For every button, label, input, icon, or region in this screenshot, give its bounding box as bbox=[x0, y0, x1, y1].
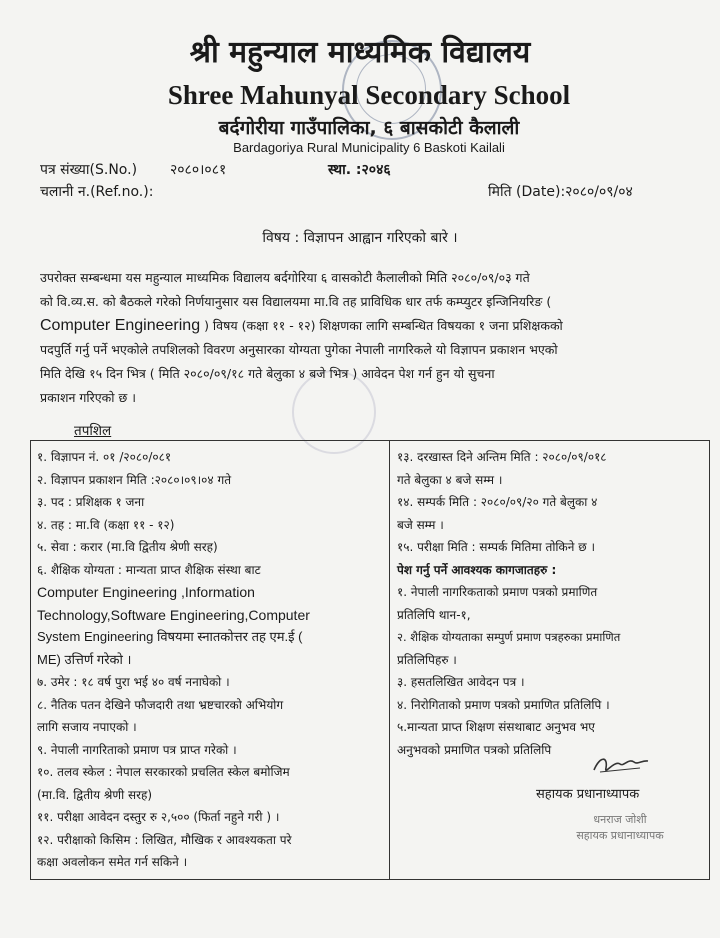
detail-line: प्रतिलिपिहरु । bbox=[397, 652, 457, 667]
detail-line: ९. नेपाली नागरिताको प्रमाण पत्र प्राप्त गरेको । bbox=[37, 742, 237, 757]
stamp-name: धनराज जोशी bbox=[593, 813, 647, 826]
detail-line: ३. हसतलिखित आवेदन पत्र । bbox=[397, 675, 525, 689]
details-heading: तपशिल bbox=[74, 423, 112, 439]
detail-line: Technology,Software Engineering,Computer bbox=[37, 606, 310, 623]
detail-line: ३. पद : प्रशिक्षक १ जना bbox=[37, 495, 145, 509]
detail-line: १३. दरखास्त दिने अन्तिम मिति : २०८०/०९/०१८ bbox=[397, 450, 607, 464]
body-line: मिति देखि १५ दिन भित्र ( मिति २०८०/०९/१८ गते बेलुका ४ बजे भित्र ) आवेदन पेश गर्न हुन यो सुचना bbox=[40, 366, 495, 381]
body-line: उपरोक्त सम्बन्धमा यस महुन्याल माध्यमिक विद्यालय बर्दगोरिया ६ वासकोटी कैलालीको मिति २०८०/०९/०३ गते bbox=[40, 270, 530, 285]
serial-number-label: पत्र संख्या(S.No.) bbox=[40, 162, 138, 178]
detail-line: System Engineering विषयमा स्नातकोत्तर तह एम.ई ( bbox=[37, 629, 303, 644]
signature-icon bbox=[590, 752, 650, 778]
body-line bbox=[40, 314, 690, 338]
detail-line: (मा.वि. द्वितीय श्रेणी सरह) bbox=[37, 787, 153, 802]
detail-line: १०. तलव स्केल : नेपाल सरकारको प्रचलित स्केल बमोजिम bbox=[37, 765, 290, 779]
detail-line: १. नेपाली नागरिकताको प्रमाण पत्रको प्रमाणित bbox=[397, 585, 598, 599]
established-year: स्था. :२०४६ bbox=[328, 162, 391, 178]
detail-line: ४. निरोगिताको प्रमाण पत्रको प्रमाणित प्रतिलिपि । bbox=[397, 697, 610, 712]
detail-line: ४. तह : मा.वि (कक्षा ११ - १२) bbox=[37, 517, 175, 532]
date-label: मिति (Date):२०८०/०९/०४ bbox=[488, 184, 633, 200]
stamp-title: सहायक प्रधानाध्यापक bbox=[576, 829, 664, 842]
body-english-term: Computer Engineering bbox=[40, 317, 201, 334]
reference-number-label: चलानी न.(Ref.no.): bbox=[40, 184, 154, 200]
detail-line: कक्षा अवलोकन समेत गर्न सकिने । bbox=[37, 855, 188, 869]
address-english: Bardagoriya Rural Municipality 6 Baskoti Kailali bbox=[233, 140, 505, 155]
serial-number-value: २०८०।०८१ bbox=[170, 162, 227, 178]
body-line: पदपुर्ति गर्नु पर्ने भएकोले तपशिलको विवरण अनुसारका योग्यता पुगेका नेपाली नागरिकले यो विज्ञापन प्रकाशन भएको bbox=[40, 342, 558, 357]
documents-heading: पेश गर्नु पर्ने आवश्यक कागजातहरु : bbox=[397, 562, 557, 577]
detail-line: २. शैक्षिक योग्यताका सम्पुर्ण प्रमाण पत्रहरुका प्रमाणित bbox=[397, 630, 621, 644]
body-line: प्रकाशन गरिएको छ । bbox=[40, 390, 136, 405]
detail-line: ७. उमेर : १८ वर्ष पुरा भई ४० वर्ष ननाघेको । bbox=[37, 675, 230, 689]
detail-line: लागि सजाय नपाएको । bbox=[37, 720, 137, 734]
signatory-stamp bbox=[560, 812, 680, 844]
detail-line: Computer Engineering ,Information bbox=[37, 584, 255, 600]
address-nepali: बर्दगोरीया गाउँपालिका, ६ बासकोटी कैलाली bbox=[218, 117, 520, 139]
detail-line: ८. नैतिक पतन देखिने फौजदारी तथा भ्रष्टचारको अभियोग bbox=[37, 697, 284, 712]
detail-line: १४. सम्पर्क मिति : २०८०/०९/२० गते बेलुका ४ bbox=[397, 495, 598, 509]
notice-body bbox=[40, 266, 690, 410]
detail-line: गते बेलुका ४ बजे सम्म । bbox=[397, 472, 503, 487]
detail-line: १. विज्ञापन नं. ०१ /२०८०/०८१ bbox=[37, 450, 172, 464]
subject-line: विषय : विज्ञापन आह्वान गरिएको बारे । bbox=[262, 230, 458, 246]
signatory-title: सहायक प्रधानाध्यापक bbox=[536, 787, 640, 802]
body-line-rest: ) विषय (कक्षा ११ - १२) शिक्षणका लागि सम्बन्धित विषयका १ जना प्रशिक्षकको bbox=[204, 318, 563, 333]
school-name-nepali: श्री महुन्याल माध्यमिक विद्यालय bbox=[189, 35, 531, 70]
detail-line: १५. परीक्षा मिति : सम्पर्क मितिमा तोकिने छ । bbox=[397, 540, 596, 554]
detail-line: ME) उत्तिर्ण गरेको । bbox=[37, 651, 132, 667]
detail-line: २. विज्ञापन प्रकाशन मिति :२०८०।०९।०४ गते bbox=[37, 472, 232, 487]
school-name-english: Shree Mahunyal Secondary School bbox=[167, 80, 571, 110]
details-left-column bbox=[37, 446, 385, 874]
detail-line: ५. सेवा : करार (मा.वि द्वितीय श्रेणी सरह) bbox=[37, 540, 218, 554]
detail-line: ५.मान्यता प्राप्त शिक्षण संसथाबाट अनुभव भए bbox=[397, 720, 595, 734]
detail-line: बजे सम्म । bbox=[397, 517, 444, 532]
column-divider bbox=[389, 441, 390, 880]
detail-line: प्रतिलिपि थान-१, bbox=[397, 607, 471, 622]
detail-line: अनुभवको प्रमाणित पत्रको प्रतिलिपि bbox=[397, 742, 552, 757]
detail-line: ११. परीक्षा आवेदन दस्तुर रु २,५०० (फिर्ता नहुने गरी ) । bbox=[37, 810, 280, 824]
body-line: को वि.व्य.स. को बैठकले गरेको निर्णयानुसार यस विद्यालयमा मा.वि तह प्राविधिक धार तर्फ कम्प्युटर इन्जिनियरिङ ( bbox=[40, 294, 552, 309]
details-right-column bbox=[397, 446, 705, 761]
detail-line: ६. शैक्षिक योग्यता : मान्यता प्राप्त शैक्षिक संस्था बाट bbox=[37, 562, 261, 577]
detail-line: १२. परीक्षाको किसिम : लिखित, मौखिक र आवश्यकता परे bbox=[37, 832, 292, 847]
